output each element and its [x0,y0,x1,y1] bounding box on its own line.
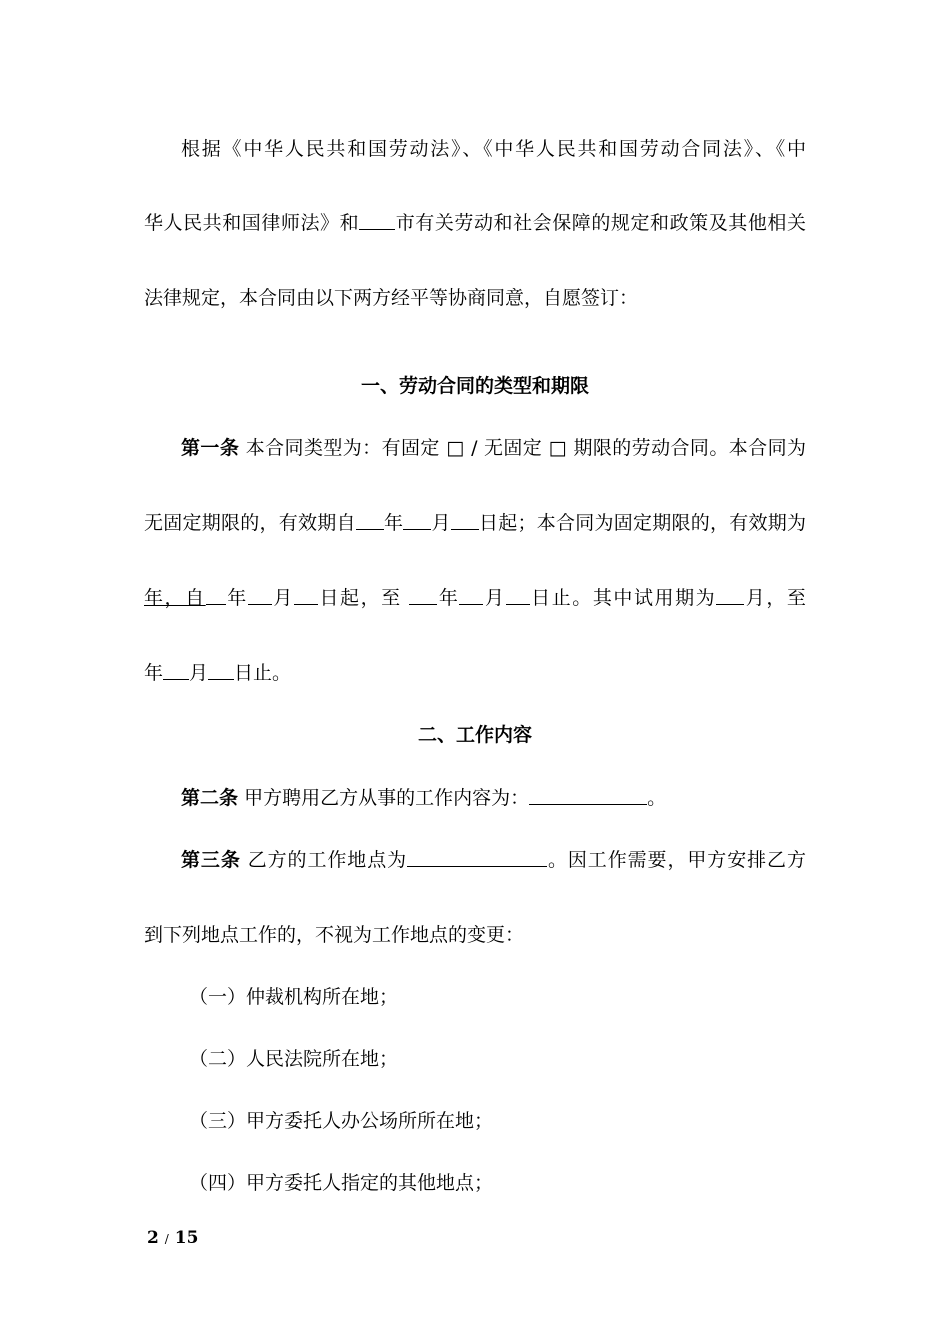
month-blank [163,661,189,680]
article-text: 年 [144,662,164,684]
day-blank [208,661,234,680]
list-item: （一）仲裁机构所在地； [189,986,399,1008]
article-1-line-1 [181,435,806,461]
article-text: 年 [383,512,404,534]
day-blank [506,586,530,605]
list-item: （四）甲方委托人指定的其他地点； [189,1172,494,1194]
article-text: 日止。其中试用期为 [529,587,717,609]
preamble-line-1: 根据《中华人民共和国劳动法》、《中华人民共和国劳动合同法》、《中 [181,138,806,160]
article-text: 月 [431,512,451,534]
city-blank [359,211,395,230]
article-text: 甲方聘用乙方从事的工作内容为： [244,787,530,809]
month-blank [403,511,431,530]
article-text: 年 [225,587,248,609]
article-text: 月 [271,587,294,609]
article-text: 本合同类型为：有固定 □ / 无固定 □ 期限的劳动合同。本合同为 [245,437,806,459]
preamble-text: 华人民共和国律师法》和 [144,212,360,234]
article-text: 日起；本合同为固定期限的，有效期为 [478,512,806,534]
page-number [147,1226,198,1251]
section-heading-1: 一、劳动合同的类型和期限 [360,375,589,397]
article-text: 月 [483,587,506,609]
year-blank [356,511,384,530]
total-pages: 15 [174,1228,199,1248]
article-text: 乙方的工作地点为 [247,849,408,871]
article-text: 年 [437,587,460,609]
preamble-line-3: 法律规定，本合同由以下两方经平等协商同意，自愿签订： [144,287,639,309]
month-blank [716,586,744,605]
month-blank [459,586,483,605]
article-text: 月，至 [744,587,806,609]
article-3-line-1 [181,847,806,873]
article-text: 日止。 [234,662,292,684]
list-item: （三）甲方委托人办公场所所在地； [189,1110,494,1132]
article-label: 第二条 [181,787,239,809]
article-text: 日起，至 [317,587,402,609]
article-text: 年，自 [144,587,206,609]
work-location-blank [407,848,547,867]
article-1-line-4 [144,660,806,686]
article-2 [181,785,806,811]
current-page: 2 [147,1228,159,1248]
article-1-line-3 [144,585,806,611]
article-text: 。 [647,787,667,809]
article-3-line-2: 到下列地点工作的，不视为工作地点的变更： [144,924,525,946]
year-blank [206,586,226,605]
month-blank [248,586,272,605]
year-blank [409,586,437,605]
page-separator: / [164,1232,169,1246]
list-item: （二）人民法院所在地； [189,1048,399,1070]
preamble-text: 市有关劳动和社会保障的规定和政策及其他相关 [395,212,806,234]
article-label: 第一条 [181,437,240,459]
article-text: 无固定期限的，有效期自 [144,512,356,534]
article-1-line-2 [144,510,806,536]
preamble-line-2 [144,210,806,236]
article-text: 。因工作需要，甲方安排乙方 [547,849,806,871]
article-label: 第三条 [181,849,241,871]
article-text: 月 [189,662,209,684]
section-heading-2: 二、工作内容 [417,724,532,746]
day-blank [451,511,479,530]
day-blank [294,586,318,605]
job-content-blank [529,786,647,805]
